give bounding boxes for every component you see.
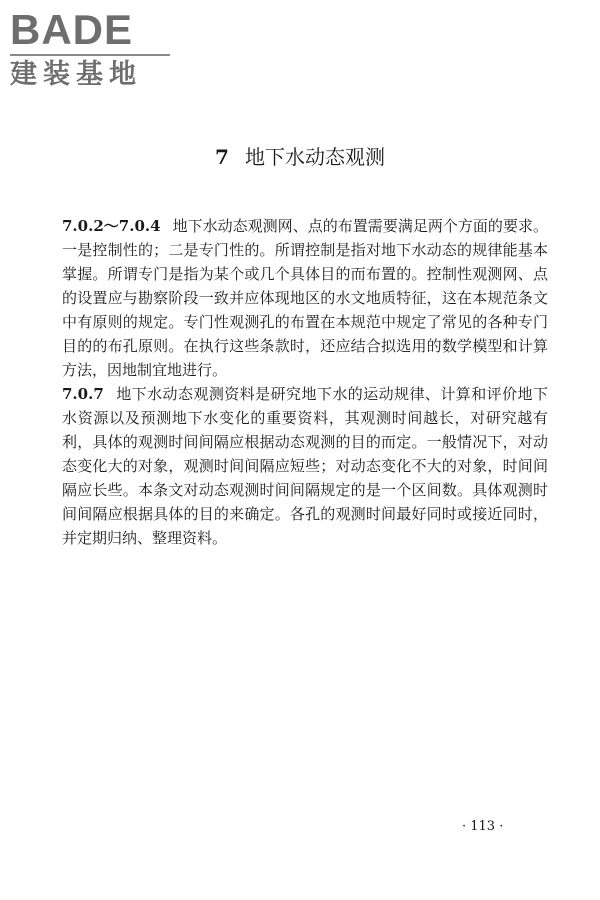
clause-text: 地下水动态观测网、点的布置需要满足两个方面的要求。一是控制性的；二是专门性的。所谓控制是指对地下水动态的规律能基本掌握。所谓专门是指为某个或几个具体目的而布置的。控制性观测网、点的设置应与勘察阶段一致并应体现地区的水文地质特征，这在本规范条文中有原则的规定。专门性观测孔的布置在本规范中规定了常见的各种专门目的的布孔原则。在执行这些条款时，还应结合拟选用的数学模型和计算方法，因地制宜地进行。: [62, 217, 548, 379]
clause-paragraph: [62, 382, 548, 550]
chapter-title-text: 地下水动态观测: [244, 145, 385, 169]
watermark-logo: [10, 8, 175, 90]
chapter-title: [0, 142, 600, 172]
body-text: [62, 214, 548, 550]
clause-text: 地下水动态观测资料是研究地下水的运动规律、计算和评价地下水资源以及预测地下水变化的重要资料，其观测时间越长，对研究越有利，具体的观测时间间隔应根据动态观测的目的而定。一般情况下，对动态变化大的对象，观测时间间隔应短些；对动态变化不大的对象，时间间隔应长些。本条文对动态观测时间间隔规定的是一个区间数。具体观测时间间隔应根据具体的目的来确定。各孔的观测时间最好同时或接近同时，并定期归纳、整理资料。: [62, 385, 548, 547]
watermark-brand: BADE: [10, 6, 134, 53]
clause-paragraph: [62, 214, 548, 382]
clause-number: 7.0.2～7.0.4: [62, 217, 161, 235]
watermark-rule: [10, 54, 170, 56]
page-number: · 113 ·: [462, 819, 504, 834]
watermark-subtitle: 建装基地: [10, 59, 142, 90]
chapter-number: 7: [215, 145, 229, 169]
clause-number: 7.0.7: [62, 385, 104, 403]
